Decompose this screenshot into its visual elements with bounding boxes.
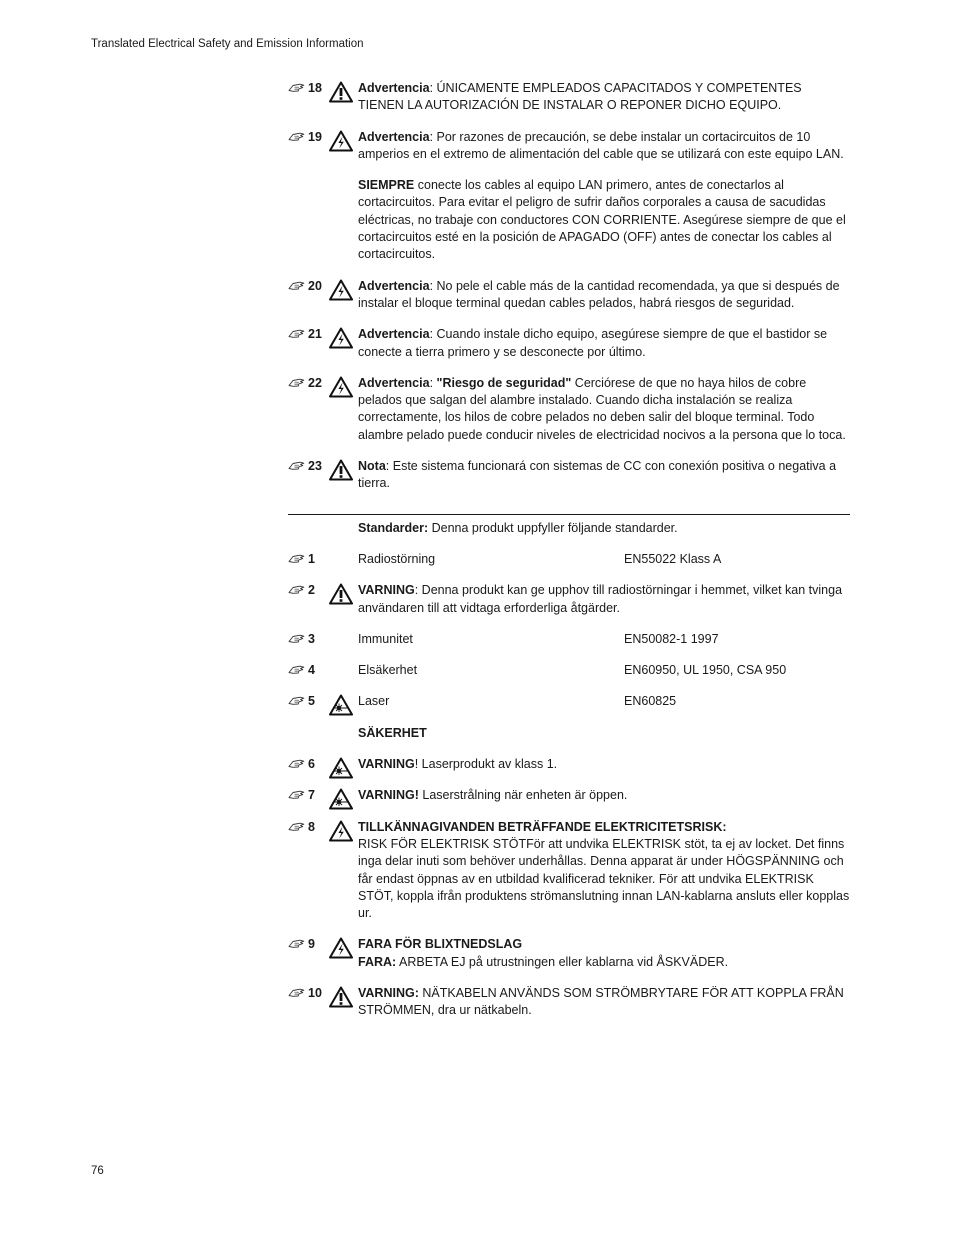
list-item [288,551,850,568]
item-number: 3 [288,631,328,648]
pointing-hand-icon [288,83,305,92]
item-number: 10 [288,985,328,1002]
list-item [288,129,850,264]
pointing-hand-icon [288,554,305,563]
pointing-hand-icon [288,329,305,338]
list-item [288,787,850,804]
electric-hazard-icon [329,327,353,349]
item-label: VARNING: [358,985,419,1000]
item-number: 6 [288,756,328,773]
standard-value: EN60825 [624,694,677,709]
pointing-hand-icon [288,634,305,643]
electric-hazard-icon [329,820,353,842]
item-number: 18 [288,80,328,97]
list-item [288,375,850,444]
warning-triangle-icon [329,459,353,481]
item-text: Laserstrålning när enheten är öppen. [418,788,628,803]
pointing-hand-icon [288,132,305,141]
item-label: Advertencia [358,129,430,144]
safety-heading-text: SÄKERHET [358,725,427,740]
item-label: VARNING [358,583,415,598]
pointing-hand-icon [288,665,305,674]
pointing-hand-icon [288,378,305,387]
pointing-hand-icon [288,988,305,997]
laser-hazard-icon [329,788,353,810]
warning-triangle-icon [329,986,353,1008]
section-heading [288,725,850,742]
item-number: 1 [288,551,328,568]
item-label-secondary: "Riesgo de seguridad" [436,375,572,390]
pointing-hand-icon [288,696,305,705]
list-item [288,326,850,361]
item-label: TILLKÄNNAGIVANDEN BETRÄFFANDE ELEKTRICITETSRISK: [358,819,727,834]
laser-hazard-icon [329,757,353,779]
item-number: 20 [288,278,328,295]
item-number: 7 [288,787,328,804]
pointing-hand-icon [288,461,305,470]
page-number: 76 [91,1165,104,1177]
item-label: Advertencia [358,81,430,95]
list-item [288,662,850,679]
item-separator: : [429,375,437,390]
standards-intro [288,520,850,537]
list-item [288,631,850,648]
pointing-hand-icon [288,822,305,831]
list-item [288,278,850,313]
list-item [288,693,850,710]
item-label: SIEMPRE [358,178,415,193]
item-number: 21 [288,326,328,343]
standard-value: EN50082-1 1997 [624,631,719,646]
electric-hazard-icon [329,376,353,398]
list-item [288,985,850,1020]
standard-name: Immunitet [358,631,413,646]
item-number: 5 [288,693,328,710]
item-text: conecte los cables al equipo LAN primero, antes de conectarlos al cortacircuitos. Para evitar el peligro de sufrir daños corporales a causa de sacudidas eléctricas, no trabaje con conductores CON CORRIENTE. Asegúrese siempre de que el cortacircuitos esté en la posición de APAGADO (OFF) antes de conectar los cables al cortacircuitos. [358,178,846,262]
main-content [288,80,850,1020]
pointing-hand-icon [288,759,305,768]
list-item [288,458,850,493]
standard-name: Laser [358,694,390,709]
item-text: ARBETA EJ på utrustningen eller kablarna vid ÅSKVÄDER. [396,954,729,969]
item-number: 2 [288,582,328,599]
list-item [288,936,850,971]
standard-value: EN55022 Klass A [624,551,722,566]
laser-hazard-icon [329,694,353,716]
item-number: 23 [288,458,328,475]
section-divider [288,514,850,515]
electric-hazard-icon [329,279,353,301]
pointing-hand-icon [288,939,305,948]
item-label-secondary: FARA: [358,954,397,969]
item-text: NÄTKABELN ANVÄNDS SOM STRÖMBRYTARE FÖR ATT KOPPLA FRÅN STRÖMMEN, dra ur nätkabeln. [358,985,844,1018]
electric-hazard-icon [329,130,353,152]
standard-value: EN60950, UL 1950, CSA 950 [624,663,787,678]
item-number: 19 [288,129,328,146]
item-text: Cerciórese de que no haya hilos de cobre pelados que salgan del alambre instalado. Cuando dicha instalación se realiza correctamente, los hilos de cobre pelados no deben salir del bloque terminal. Todo alambre pelado puede conducir niveles de electricidad nocivos a la persona que lo toca. [358,375,846,442]
item-text: : Este sistema funcionará con sistemas de CC con conexión positiva o negativa a tierra. [358,459,837,491]
item-number: 9 [288,936,328,953]
item-text: ! Laserprodukt av klass 1. [414,757,558,772]
item-number: 22 [288,375,328,392]
item-label: VARNING! [358,788,419,803]
item-label: VARNING [358,757,415,772]
running-header: Translated Electrical Safety and Emission Information [91,38,364,50]
item-text: RISK FÖR ELEKTRISK STÖTFör att undvika ELEKTRISK stöt, ta ej av locket. Det finns inga delar inuti som behöver underhållas. Denna apparat är under HÖGSPÄNNING och får endast öppnas av en utbildad kvalificerad tekniker. För att undvika ELEKTRISK STÖT, koppla ifrån produktens strömanslutning innan LAN-kablarna ansluts eller kopplas ur. [358,836,850,921]
item-text: Denna produkt uppfyller följande standarder. [428,520,678,535]
item-text: : Cuando instale dicho equipo, asegúrese siempre de que el bastidor se conecte a tierra primero y se desconecte por último. [358,327,828,359]
list-item [288,819,850,923]
item-label: Standarder: [358,520,429,535]
item-label: Advertencia [358,375,430,390]
item-label: Advertencia [358,278,430,293]
pointing-hand-icon [288,585,305,594]
electric-hazard-icon [329,937,353,959]
item-label: FARA FÖR BLIXTNEDSLAG [358,937,523,952]
list-item [288,80,850,115]
item-label: Advertencia [358,327,430,342]
item-text: : No pele el cable más de la cantidad recomendada, ya que si después de instalar el bloque terminal quedan cables pelados, habrá riesgos de seguridad. [358,278,840,310]
item-text: : Por razones de precaución, se debe instalar un cortacircuitos de 10 amperios en el extremo de alimentación del cable que se utilizará con este equipo LAN. [358,129,844,161]
item-text: : Denna produkt kan ge upphov till radiostörningar i hemmet, vilket kan tvinga användaren till att vidtaga erforderliga åtgärder. [358,583,843,615]
warning-triangle-icon [329,81,353,103]
standard-name: Radiostörning [358,551,436,566]
item-number: 8 [288,819,328,836]
list-item [288,756,850,773]
warning-triangle-icon [329,583,353,605]
item-label: Nota [358,459,386,474]
item-text: : ÚNICAMENTE EMPLEADOS CAPACITADOS Y COMPETENTES TIENEN LA AUTORIZACIÓN DE INSTALAR O REPONER DICHO EQUIPO. [358,81,802,113]
pointing-hand-icon [288,281,305,290]
standard-name: Elsäkerhet [358,663,418,678]
list-item [288,582,850,617]
pointing-hand-icon [288,790,305,799]
item-number: 4 [288,662,328,679]
